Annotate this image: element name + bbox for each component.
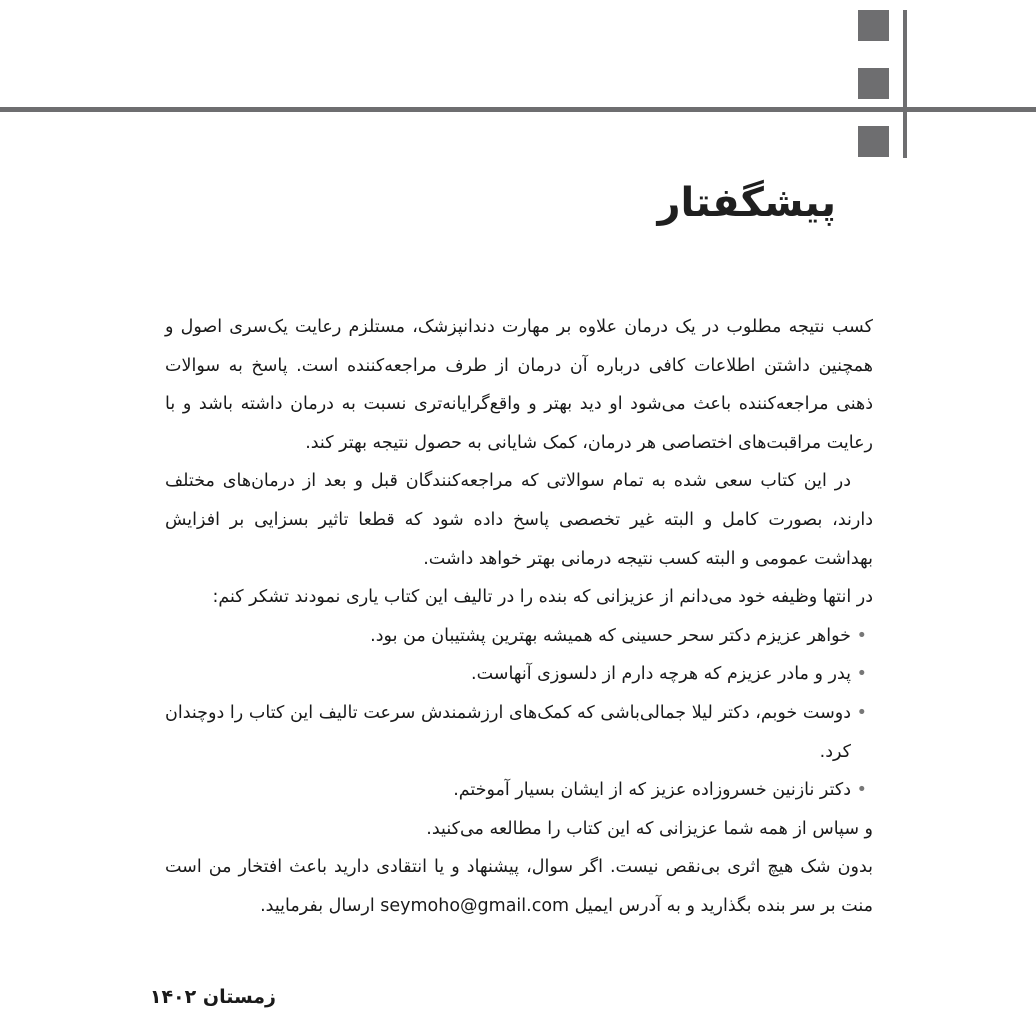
decorative-square-bottom bbox=[858, 126, 889, 157]
bullet-icon: • bbox=[856, 664, 867, 685]
acknowledgement-text: دکتر نازنین خسروزاده عزیز که از ایشان بسیار آموختم. bbox=[453, 780, 851, 801]
signature-date: زمستان ۱۴۰۲ bbox=[149, 986, 276, 1008]
acknowledgement-list bbox=[165, 617, 873, 810]
feedback-paragraph: بدون شک هیچ اثری بی‌نقص نیست. اگر سوال، پیشنهاد و یا انتقادی دارید باعث افتخار من است منت بر سر بنده بگذارید و به آدرس ایمیل seymoho@gmail.com ارسال بفرمایید. bbox=[165, 857, 873, 916]
preface-body bbox=[165, 308, 873, 926]
decorative-square-top bbox=[858, 10, 889, 41]
readers-thanks-paragraph: و سپاس از همه شما عزیزانی که این کتاب را مطالعه می‌کنید. bbox=[426, 818, 873, 839]
bullet-icon: • bbox=[856, 625, 867, 646]
bullet-icon: • bbox=[856, 780, 867, 801]
header-vertical-rule bbox=[903, 10, 907, 158]
bullet-icon: • bbox=[856, 702, 867, 723]
book-purpose-paragraph: در این کتاب سعی شده به تمام سوالاتی که مراجعه‌کنندگان قبل و بعد از درمان‌های مختلف دارند، بصورت کامل و البته غیر تخصصی پاسخ داده شود که قطعا تاثیر بسزایی بر افزایش بهداشت عمومی و البته کسب نتیجه درمانی بهتر خواهد داشت. bbox=[165, 471, 873, 569]
list-item bbox=[165, 771, 873, 810]
decorative-square-middle bbox=[858, 68, 889, 99]
acknowledgement-text: خواهر عزیزم دکتر سحر حسینی که همیشه بهترین پشتیبان من بود. bbox=[370, 625, 851, 646]
intro-paragraph: کسب نتیجه مطلوب در یک درمان علاوه بر مهارت دندانپزشک، مستلزم رعایت یک‌سری اصول و همچنین داشتن اطلاعات کافی درباره آن درمان از طرف مراجعه‌کننده است. پاسخ به سوالات ذهنی مراجعه‌کننده باعث می‌شود او دید بهتر و واقع‌گرایانه‌تری نسبت به درمان داشته باشد و با رعایت مراقبت‌های اختصاصی هر درمان، کمک شایانی به حصول نتیجه بهتر کند. bbox=[165, 317, 873, 453]
page-title: پیشگفتار bbox=[657, 180, 836, 226]
list-item bbox=[165, 655, 873, 694]
acknowledgement-text: پدر و مادر عزیزم که هرچه دارم از دلسوزی آنهاست. bbox=[471, 664, 851, 685]
acknowledgement-text: دوست خوبم، دکتر لیلا جمالی‌باشی که کمک‌های ارزشمندش سرعت تالیف این کتاب را دوچندان کرد. bbox=[165, 702, 851, 762]
list-item bbox=[165, 617, 873, 656]
header-horizontal-rule bbox=[0, 107, 1036, 112]
thanks-intro-paragraph: در انتها وظیفه خود می‌دانم از عزیزانی که بنده را در تالیف این کتاب یاری نمودند تشکر کنم: bbox=[212, 587, 873, 608]
list-item bbox=[165, 694, 873, 771]
